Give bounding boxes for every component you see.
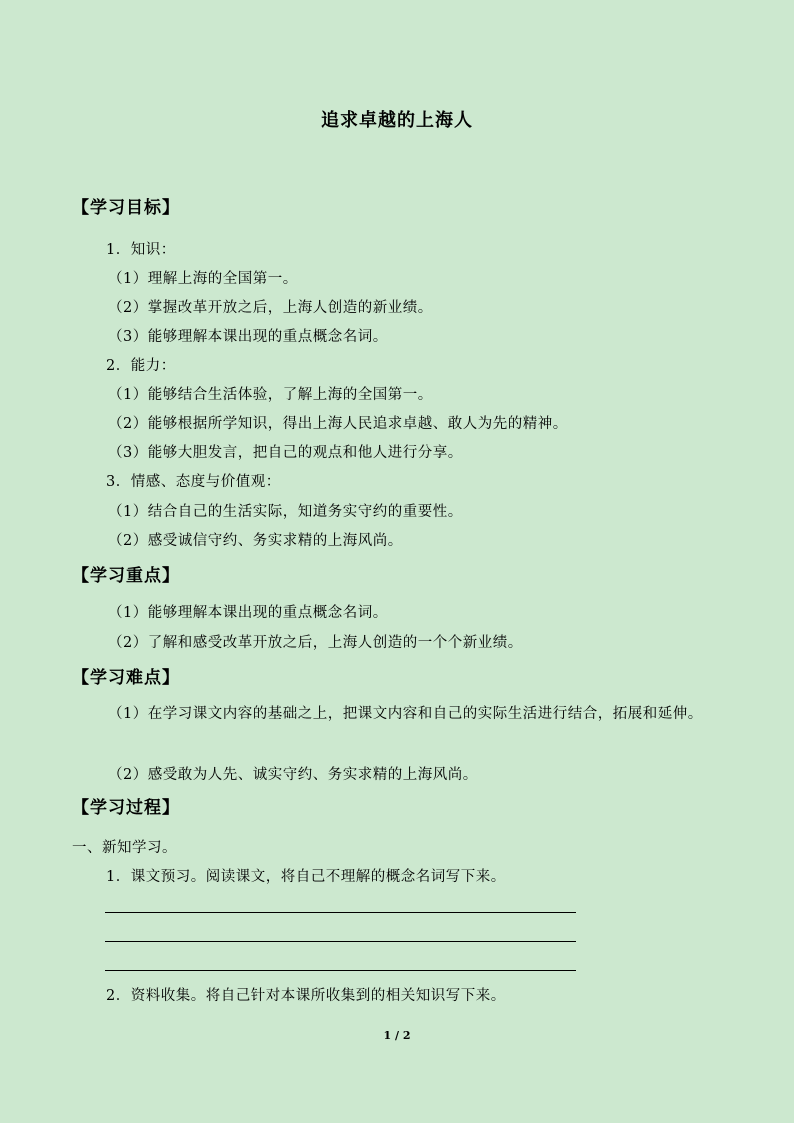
- goal-item: （1）结合自己的生活实际，知道务实守约的重要性。: [108, 504, 463, 520]
- goal-item: （3）能够理解本课出现的重点概念名词。: [108, 329, 388, 345]
- difficulty-item: （2）感受敢为人先、诚实守约、务实求精的上海风尚。: [108, 767, 478, 783]
- goal-item: （3）能够大胆发言，把自己的观点和他人进行分享。: [108, 445, 463, 461]
- process-item: 1．课文预习。阅读课文，将自己不理解的概念名词写下来。: [106, 869, 506, 885]
- section-heading-key-points: 【学习重点】: [72, 566, 180, 586]
- page-number: 1 / 2: [383, 1029, 411, 1042]
- section-heading-difficulties: 【学习难点】: [72, 668, 180, 688]
- answer-line[interactable]: [105, 970, 576, 971]
- section-heading-goals: 【学习目标】: [72, 198, 180, 218]
- process-item: 2．资料收集。将自己针对本课所收集到的相关知识写下来。: [106, 988, 506, 1004]
- page-title: 追求卓越的上海人: [321, 110, 473, 131]
- difficulty-item: （1）在学习课文内容的基础之上，把课文内容和自己的实际生活进行结合，拓展和延伸。: [108, 706, 703, 722]
- answer-line[interactable]: [105, 912, 576, 913]
- emotion-heading: 3．情感、态度与价值观：: [106, 474, 281, 490]
- goal-item: （1）理解上海的全国第一。: [108, 271, 298, 287]
- goal-item: （2）能够根据所学知识，得出上海人民追求卓越、敢人为先的精神。: [108, 416, 568, 432]
- ability-heading: 2．能力：: [106, 358, 176, 374]
- goal-item: （2）感受诚信守约、务实求精的上海风尚。: [108, 533, 403, 549]
- process-part-heading: 一、新知学习。: [72, 840, 177, 856]
- section-heading-process: 【学习过程】: [72, 798, 180, 818]
- answer-line[interactable]: [105, 941, 576, 942]
- goal-item: （1）能够结合生活体验，了解上海的全国第一。: [108, 387, 433, 403]
- goal-item: （2）掌握改革开放之后，上海人创造的新业绩。: [108, 300, 433, 316]
- knowledge-heading: 1．知识：: [106, 242, 176, 258]
- key-point-item: （2）了解和感受改革开放之后，上海人创造的一个个新业绩。: [108, 635, 523, 651]
- key-point-item: （1）能够理解本课出现的重点概念名词。: [108, 605, 388, 621]
